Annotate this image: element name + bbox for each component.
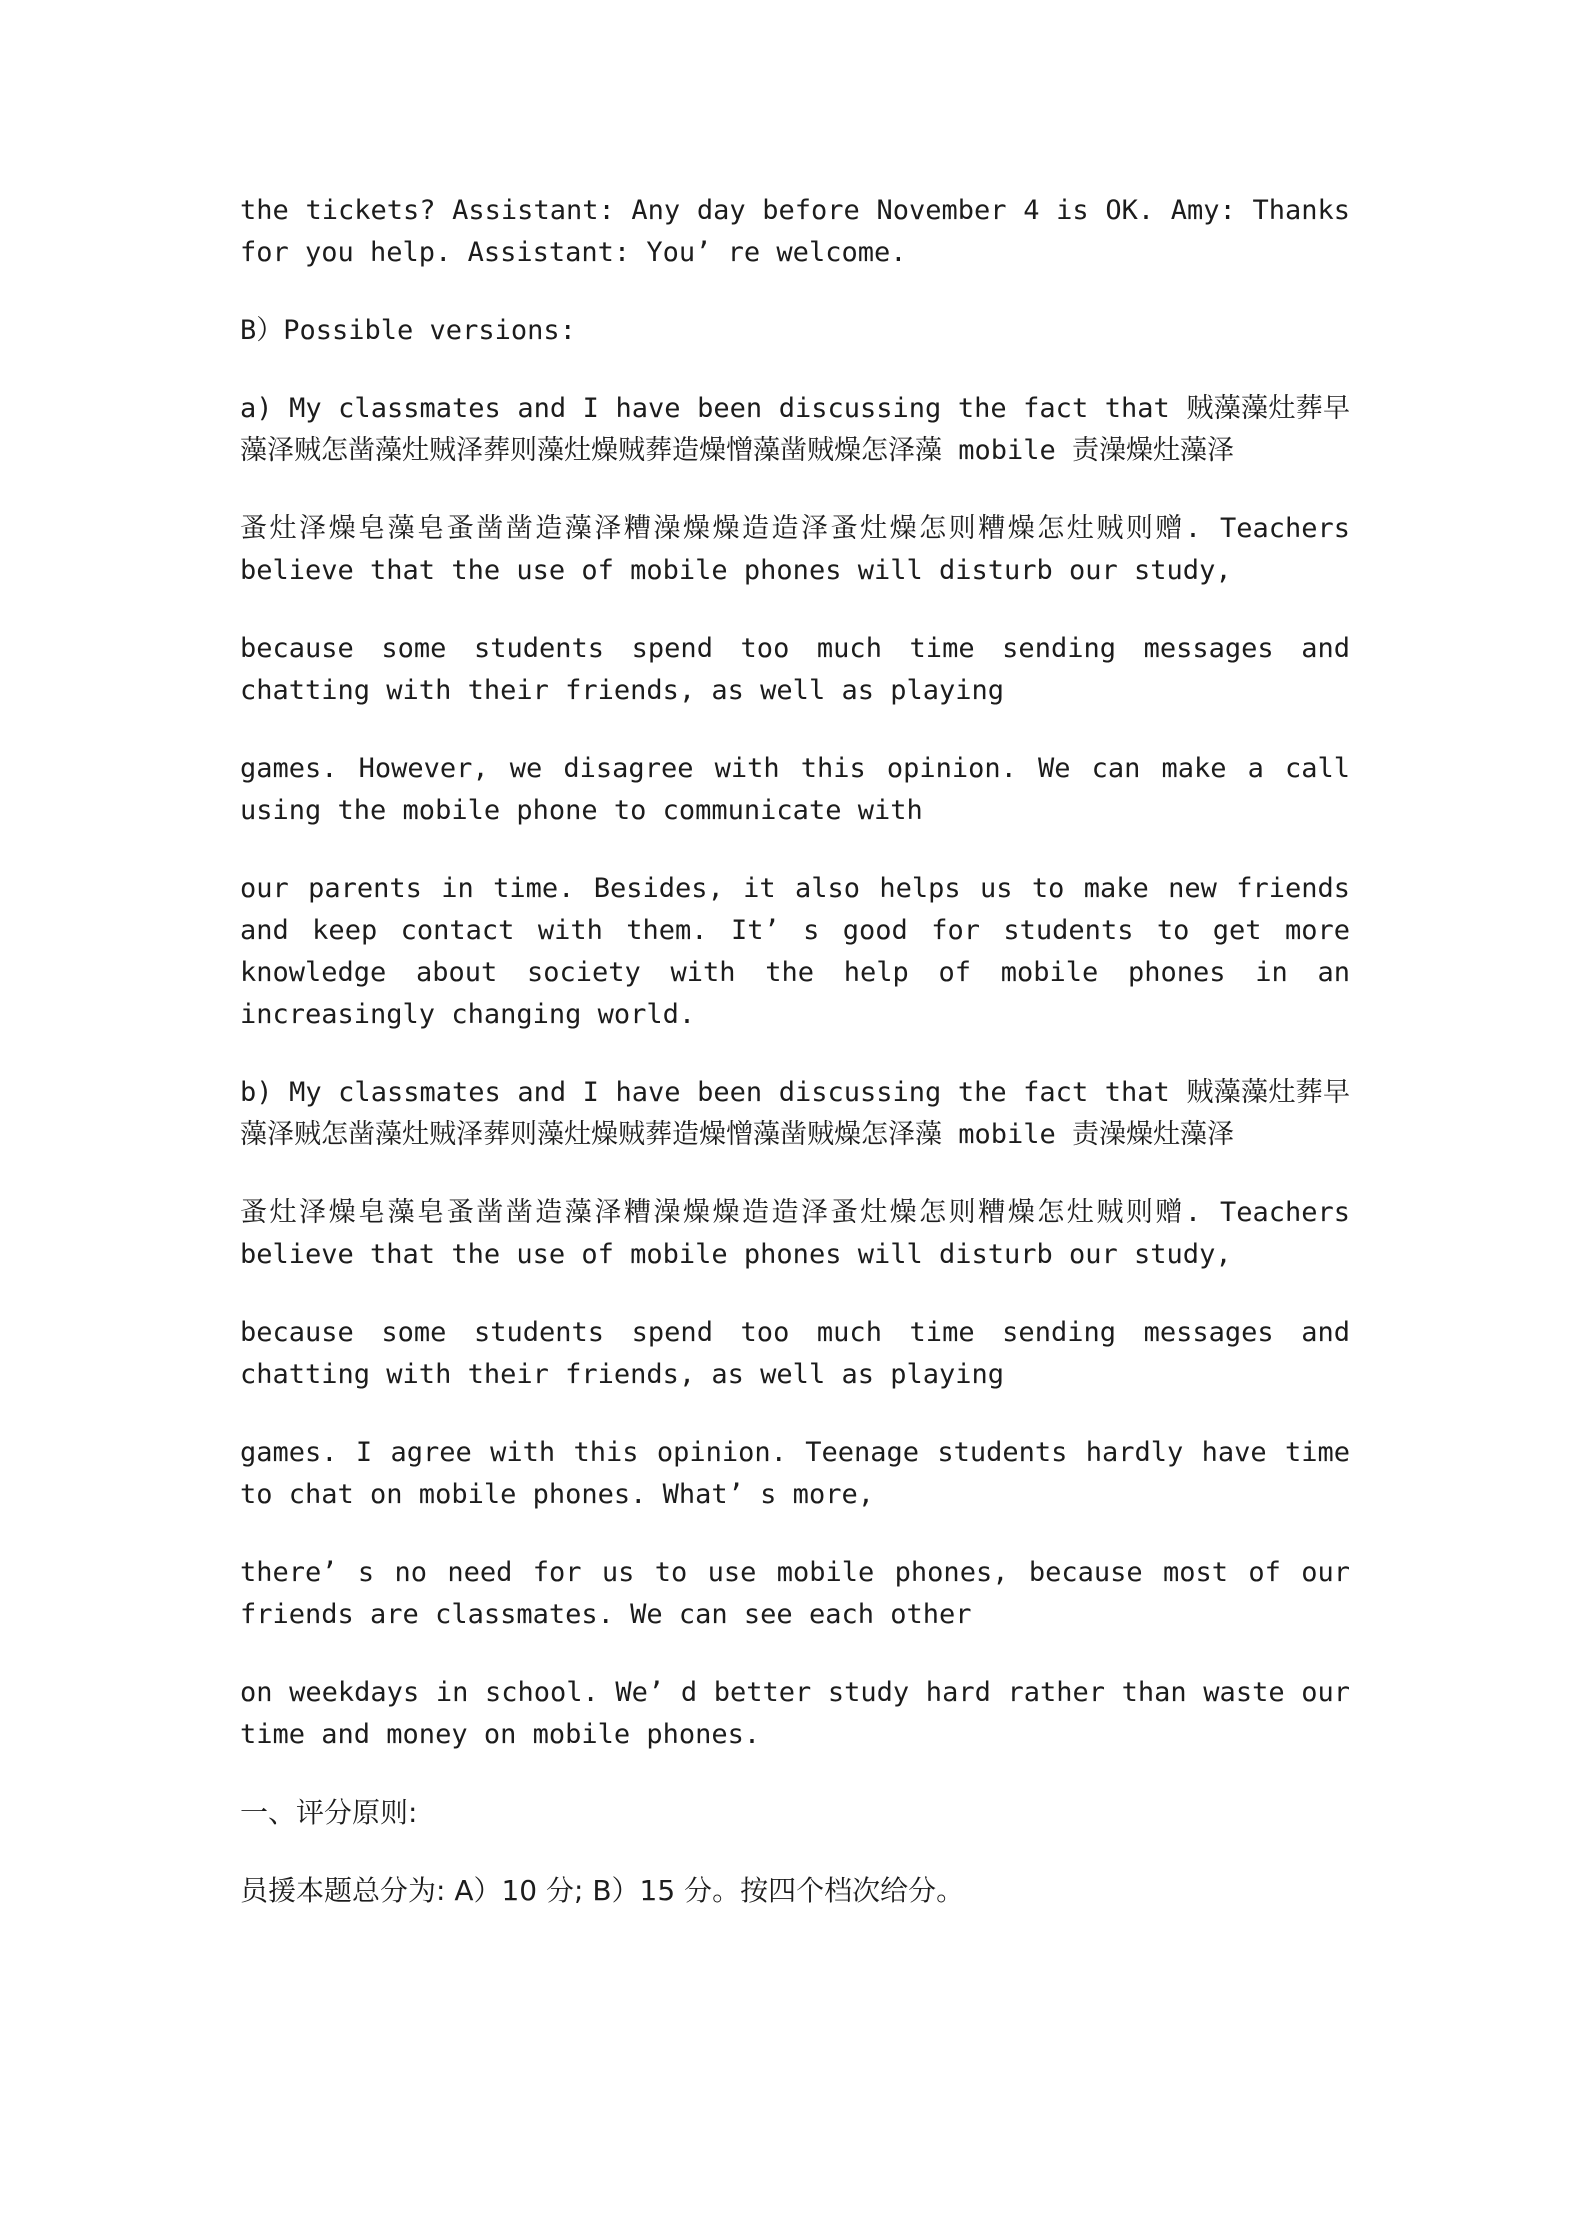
- section-b-heading: B）Possible versions:: [240, 315, 576, 346]
- version-b-teachers-paragraph: 蚤灶泽燥皂藻皂蚤凿凿造藻泽糟澡燥燥造造泽蚤灶燥怎则糟燥怎灶贼则赠. Teachers believe that the use of mobile phones will disturb our study,: [240, 1197, 1350, 1270]
- version-a-because-paragraph: because some students spend too much time sending messages and chatting with their friends, as well as playing: [240, 633, 1350, 706]
- version-a-parents-paragraph: our parents in time. Besides, it also helps us to make new friends and keep contact with them. It’ s good for students to get more knowledge about society with the help of mobile phones in an increasingly changing world.: [240, 873, 1350, 1030]
- version-b-intro-paragraph: b) My classmates and I have been discussing the fact that 贼藻藻灶葬早藻泽贼怎凿藻灶贼泽葬则藻灶燥贼葬造燥憎藻凿贼燥怎泽藻 mobile 责澡燥灶藻泽: [240, 1077, 1350, 1150]
- dialogue-ending-paragraph: the tickets? Assistant: Any day before November 4 is OK. Amy: Thanks for you help. Assistant: You’ re welcome.: [240, 195, 1350, 268]
- version-a-games-paragraph: games. However, we disagree with this opinion. We can make a call using the mobile phone to communicate with: [240, 753, 1350, 826]
- document-body: [240, 190, 1350, 1948]
- scoring-principles-heading: 一、评分原则:: [240, 1796, 418, 1829]
- version-a-teachers-paragraph: 蚤灶泽燥皂藻皂蚤凿凿造藻泽糟澡燥燥造造泽蚤灶燥怎则糟燥怎灶贼则赠. Teachers believe that the use of mobile phones will disturb our study,: [240, 513, 1350, 586]
- version-b-because-paragraph: because some students spend too much time sending messages and chatting with their friends, as well as playing: [240, 1317, 1350, 1390]
- scoring-total-paragraph: 员援本题总分为: A）10 分; B）15 分。按四个档次给分。: [240, 1874, 965, 1907]
- version-b-no-need-paragraph: there’ s no need for us to use mobile phones, because most of our friends are classmates. We can see each other: [240, 1557, 1350, 1630]
- version-a-intro-paragraph: a) My classmates and I have been discussing the fact that 贼藻藻灶葬早藻泽贼怎凿藻灶贼泽葬则藻灶燥贼葬造燥憎藻凿贼燥怎泽藻 mobile 责澡燥灶藻泽: [240, 393, 1350, 466]
- version-b-games-paragraph: games. I agree with this opinion. Teenage students hardly have time to chat on mobile phones. What’ s more,: [240, 1437, 1350, 1510]
- version-b-weekdays-paragraph: on weekdays in school. We’ d better study hard rather than waste our time and money on mobile phones.: [240, 1677, 1350, 1750]
